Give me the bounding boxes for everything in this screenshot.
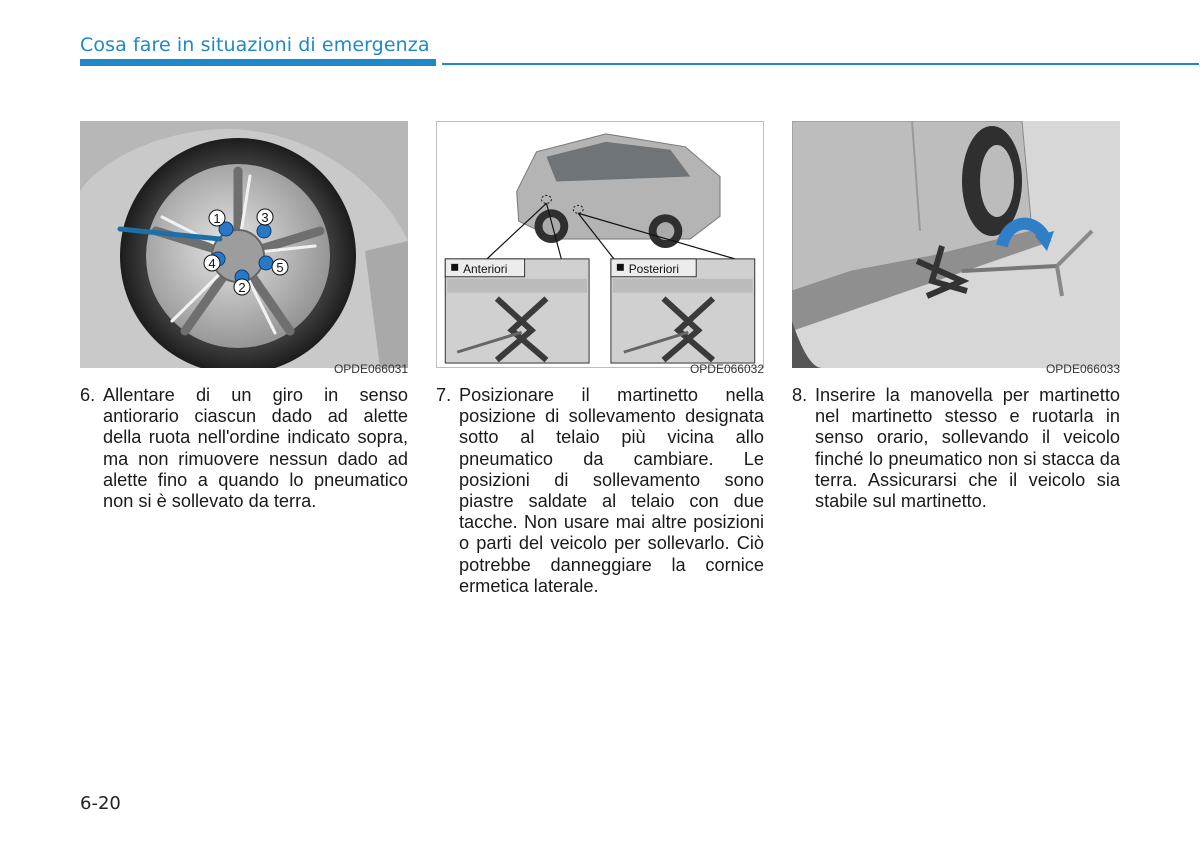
step-text: Allentare di un giro in senso antiorario ciascun dado ad alette della ruota nell'ordine indicato sopra, ma non rimuovere nessun dado ad alette fino a quando lo pneumatico non si è sollevato da terra. [103, 385, 408, 512]
figure-wheel-nuts [80, 121, 408, 368]
step-number: 6. [80, 385, 96, 405]
figure-jack-handle [792, 121, 1120, 368]
figure-jack-points [436, 121, 764, 368]
step-text: Posizionare il martinetto nella posizione di sollevamento designata sotto al telaio più vicina allo pneumatico da cambiare. Le posizioni di sollevamento sono piastre saldate al telaio con due tacche. Non usare mai altre posizioni o parti del veicolo per sollevarlo. Ciò potrebbe danneggiare la cornice ermetica laterale. [459, 385, 764, 596]
jack-points-illustration [437, 122, 763, 367]
section-title: Cosa fare in situazioni di emergenza [80, 34, 430, 56]
wheel-illustration [80, 121, 408, 368]
header-accent-bar [80, 59, 436, 66]
jack-handle-illustration [792, 121, 1120, 368]
step-6 [80, 385, 408, 512]
header-rule [442, 63, 1199, 65]
figure-code: OPDE066032 [689, 362, 764, 376]
nut-label-3: 3 [261, 210, 269, 225]
figure-code: OPDE066033 [1045, 362, 1120, 376]
page-number: 6-20 [80, 793, 121, 814]
inset-label-rear: Posteriori [628, 261, 679, 276]
nut-label-1: 1 [213, 211, 221, 226]
nut-label-2: 2 [238, 280, 246, 295]
nut-label-5: 5 [276, 260, 284, 275]
step-number: 8. [792, 385, 808, 405]
step-7 [436, 385, 764, 597]
nut-label-4: 4 [208, 256, 216, 271]
inset-label-front: Anteriori [463, 261, 508, 276]
step-number: 7. [436, 385, 452, 405]
step-text: Inserire la manovella per martinetto nel martinetto stesso e ruotarla in senso orario, sollevando il veicolo finché lo pneumatico non si stacca da terra. Assicurarsi che il veicolo sia stabile sul martinetto. [815, 385, 1120, 512]
step-8 [792, 385, 1120, 512]
figure-code: OPDE066031 [333, 362, 408, 376]
